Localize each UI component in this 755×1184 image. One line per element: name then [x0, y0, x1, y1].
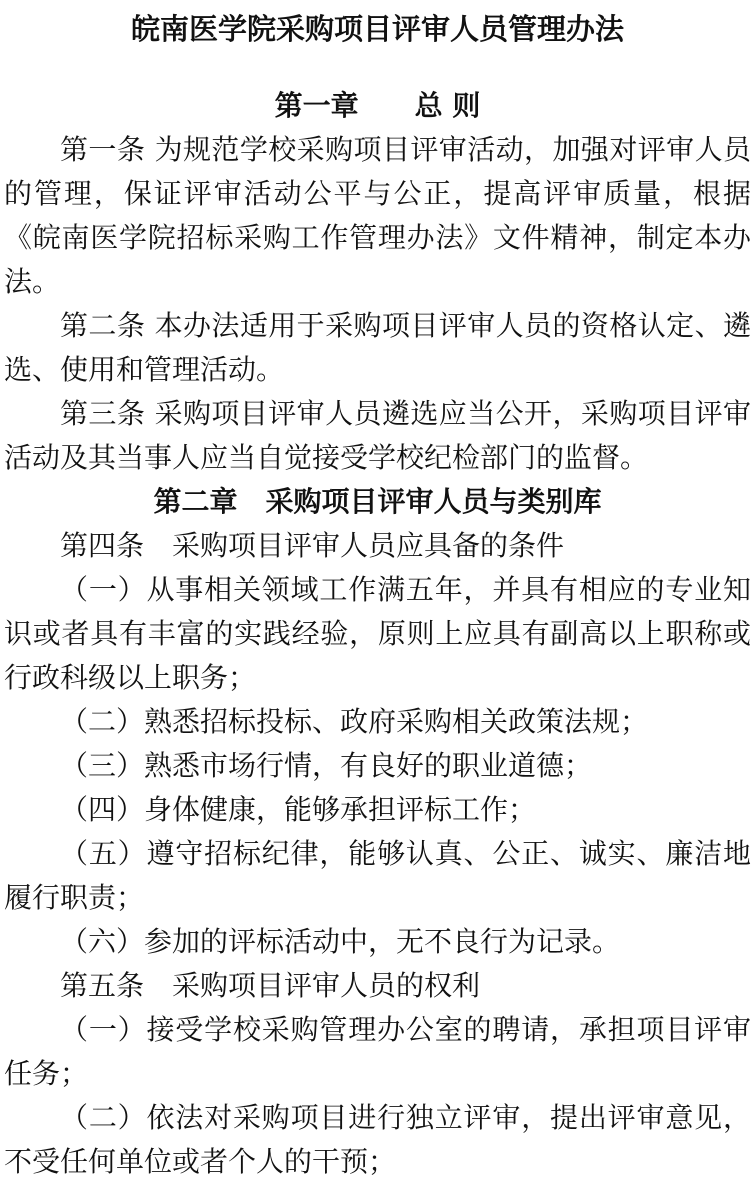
paragraph: （六）参加的评标活动中，无不良行为记录。 [60, 925, 621, 958]
paragraph: 第二条 本办法适用于采购项目评审人员的资格认定、遴选、使用和管理活动。 [4, 309, 751, 386]
paragraph: 第五条 采购项目评审人员的权利 [60, 969, 481, 1002]
document-body [0, 84, 755, 1184]
paragraph: （五）遵守招标纪律，能够认真、公正、诚实、廉洁地履行职责； [4, 837, 751, 914]
paragraph: 第四条 采购项目评审人员应具备的条件 [60, 529, 565, 562]
paragraph: （四）身体健康，能够承担评标工作； [60, 793, 537, 826]
paragraph: （一）从事相关领域工作满五年，并具有相应的专业知识或者具有丰富的实践经验，原则上应具有副高以上职称或行政科级以上职务； [4, 573, 751, 694]
paragraph: 第一条 为规范学校采购项目评审活动，加强对评审人员的管理，保证评审活动公平与公正，提高评审质量，根据《皖南医学院招标采购工作管理办法》文件精神，制定本办法。 [4, 133, 751, 298]
paragraph: 第三条 采购项目评审人员遴选应当公开，采购项目评审活动及其当事人应当自觉接受学校纪检部门的监督。 [4, 397, 751, 474]
paragraph: （二）熟悉招标投标、政府采购相关政策法规； [60, 705, 649, 738]
paragraph: （三）熟悉市场行情，有良好的职业道德； [60, 749, 593, 782]
paragraph: （一）接受学校采购管理办公室的聘请，承担项目评审任务； [4, 1013, 751, 1090]
chapter-heading: 第二章 采购项目评审人员与类别库 [153, 485, 602, 518]
paragraph: （二）依法对采购项目进行独立评审，提出评审意见，不受任何单位或者个人的干预； [4, 1101, 751, 1178]
document-title: 皖南医学院采购项目评审人员管理办法 [130, 12, 624, 46]
chapter-heading: 第一章 总 则 [274, 89, 481, 122]
